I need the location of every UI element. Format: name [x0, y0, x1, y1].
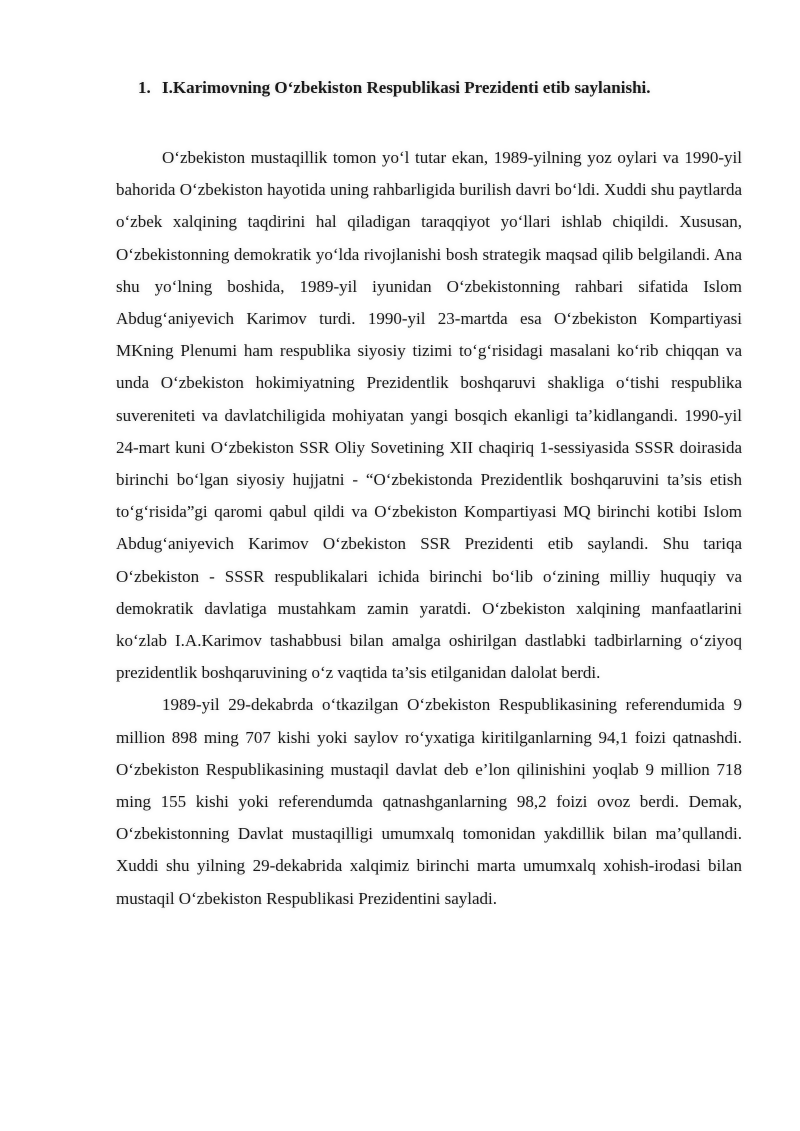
section-title: I.Karimovning O‘zbekiston Respublikasi Prezidenti etib saylanishi.	[162, 78, 651, 97]
document-body	[116, 142, 742, 915]
section-heading	[138, 76, 758, 100]
paragraph: O‘zbekiston mustaqillik tomon yo‘l tutar ekan, 1989-yilning yoz oylari va 1990-yil bahorida O‘zbekiston hayotida uning rahbarligida burilish davri bo‘ldi. Xuddi shu paytlarda o‘zbek xalqining taqdirini hal qiladigan taraqqiyot yo‘llari ishlab chiqildi. Xususan, O‘zbekistonning demokratik yo‘lda rivojlanishi bosh strategik maqsad qilib belgilandi. Ana shu yo‘lning boshida, 1989-yil iyunidan O‘zbekistonning rahbari sifatida Islom Abdug‘aniyevich Karimov turdi. 1990-yil 23-martda esa O‘zbekiston Kompartiyasi MKning Plenumi ham respublika siyosiy tizimi to‘g‘risidagi masalani ko‘rib chiqqan va unda O‘zbekiston hokimiyatning Prezidentlik boshqaruvi shakliga o‘tishi respublika suvereniteti va davlatchiligida mohiyatan yangi bosqich ekanligi ta’kidlangandi. 1990-yil 24-mart kuni O‘zbekiston SSR Oliy Sovetining XII chaqiriq 1-sessiyasida SSSR doirasida birinchi bo‘lgan siyosiy hujjatni - “O‘zbekistonda Prezidentlik boshqaruvini ta’sis etish to‘g‘risida”gi qaromi qabul qildi va O‘zbekiston Kompartiyasi MQ birinchi kotibi Islom Abdug‘aniyevich Karimov O‘zbekiston SSR Prezidenti etib saylandi. Shu tariqa O‘zbekiston - SSSR respublikalari ichida birinchi bo‘lib o‘zining milliy huquqiy va demokratik davlatiga mustahkam zamin yaratdi. O‘zbekiston xalqining manfaatlarini ko‘zlab I.A.Karimov tashabbusi bilan amalga oshirilgan dastlabki tadbirlarning o‘ziyoq prezidentlik boshqaruvining o‘z vaqtida ta’sis etilganidan dalolat berdi.	[116, 148, 742, 683]
section-number: 1.	[138, 78, 151, 97]
paragraph: 1989-yil 29-dekabrda o‘tkazilgan O‘zbekiston Respublikasining referendumida 9 million 898 ming 707 kishi yoki saylov ro‘yxatiga kiritilganlarning 94,1 foizi qatnashdi. O‘zbekiston Respublikasining mustaqil davlat deb e’lon qilinishini yoqlab 9 million 718 ming 155 kishi yoki referendumda qatnashganlarning 98,2 foizi ovoz berdi. Demak, O‘zbekistonning Davlat mustaqilligi umumxalq tomonidan yakdillik bilan ma’qullandi. Xuddi shu yilning 29-dekabrida xalqimiz birinchi marta umumxalq xohish-irodasi bilan mustaqil O‘zbekiston Respublikasi Prezidentini sayladi.	[116, 695, 742, 908]
